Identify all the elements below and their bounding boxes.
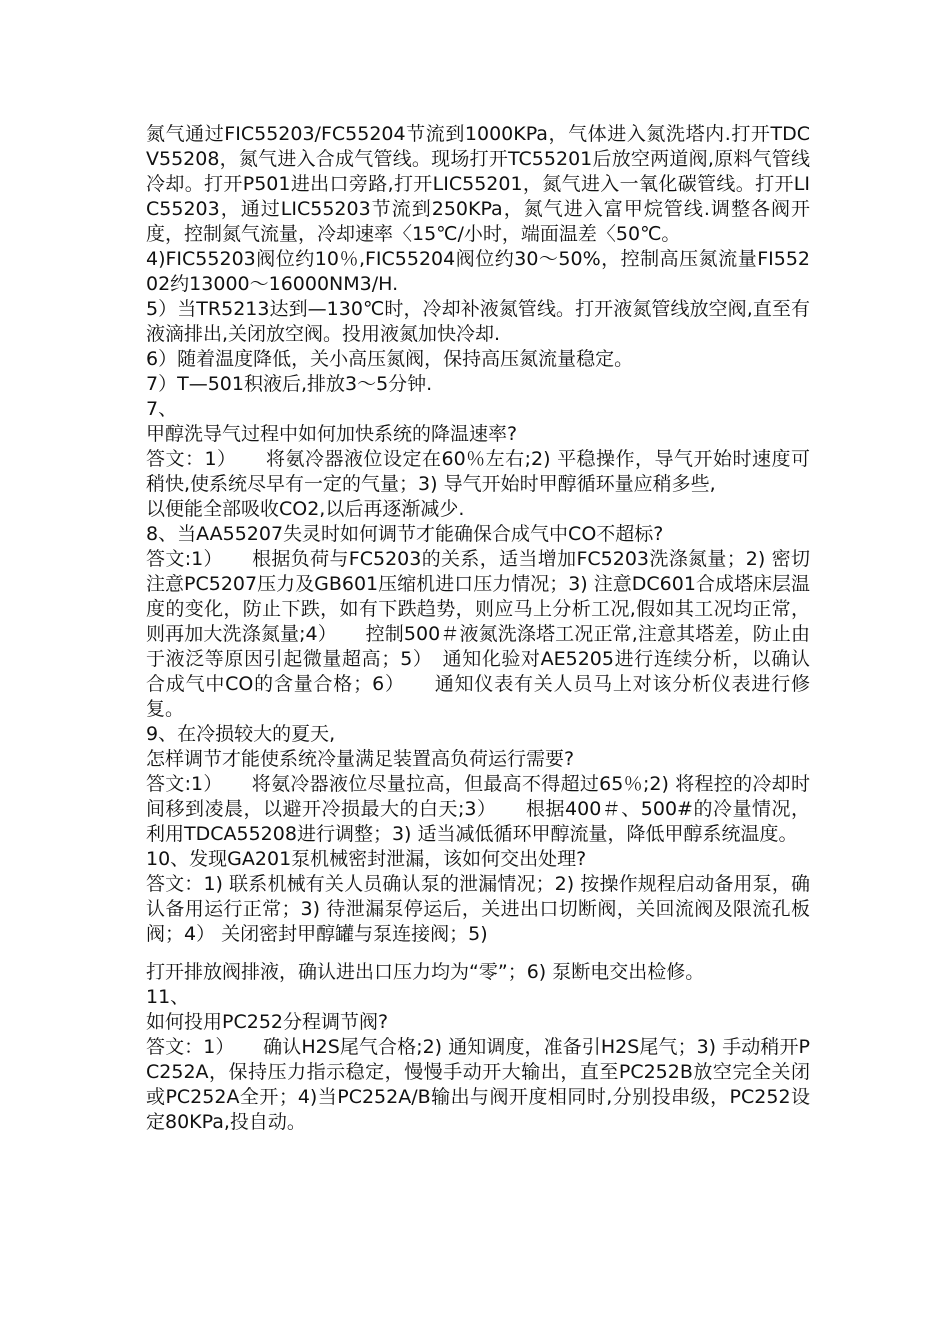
question-9-number: 9、在冷损较大的夏天, bbox=[146, 723, 336, 745]
question-9-text: 怎样调节才能使系统冷量满足装置高负荷运行需要? bbox=[146, 748, 575, 770]
paragraph-step-7: 7）T—501积液后,排放3～5分钟. bbox=[146, 373, 433, 395]
answer-11: 答文：1） 确认H2S尾气合格;2) 通知调度，准备引H2S尾气；3) 手动稍开PC252A，保持压力指示稳定，慢慢手动开大输出，直至PC252B放空完全关闭或PC252A全开；4)当PC252A/B输出与阀开度相同时,分别投串级，PC252设定80KPa,投自动。 bbox=[146, 1036, 810, 1133]
answer-7-continued: 以便能全部吸收CO2,以后再逐渐减少. bbox=[146, 498, 465, 520]
answer-10-continued: 打开排放阀排液，确认进出口压力均为“零”；6) 泵断电交出检修。 bbox=[146, 961, 705, 983]
question-8: 8、当AA55207失灵时如何调节才能确保合成气中CO不超标? bbox=[146, 523, 664, 545]
answer-9: 答文:1） 将氨冷器液位尽量拉高，但最高不得超过65％;2) 将程控的冷却时间移到凌晨，以避开冷损最大的白天;3） 根据400＃、500#的冷量情况，利用TDCA55208进行调整；3) 适当减低循环甲醇流量，降低甲醇系统温度。 bbox=[146, 773, 810, 845]
document-body bbox=[146, 122, 810, 1135]
answer-7: 答文：1） 将氨冷器液位设定在60％左右;2) 平稳操作，导气开始时速度可稍快,使系统尽早有一定的气量；3) 导气开始时甲醇循环量应稍多些, bbox=[146, 448, 810, 495]
question-7-text: 甲醇洗导气过程中如何加快系统的降温速率? bbox=[146, 423, 518, 445]
answer-8: 答文:1） 根据负荷与FC5203的关系，适当增加FC5203洗涤氮量；2) 密切注意PC5207压力及GB601压缩机进口压力情况；3) 注意DC601合成塔床层温度的变化，防止下跌，如有下跌趋势，则应马上分析工况,假如其工况均正常，则再加大洗涤氮量;4） 控制500＃液氮洗涤塔工况正常,注意其塔差，防止由于液泛等原因引起微量超高；5） 通知化验对AE5205进行连续分析，以确认合成气中CO的含量合格；6） 通知仪表有关人员马上对该分析仪表进行修复。 bbox=[146, 548, 810, 720]
answer-10: 答文：1) 联系机械有关人员确认泵的泄漏情况；2) 按操作规程启动备用泵，确认备用运行正常；3) 待泄漏泵停运后，关进出口切断阀，关回流阀及限流孔板阀；4） 关闭密封甲醇罐与泵连接阀；5) bbox=[146, 873, 810, 945]
paragraph-step-5: 5）当TR5213达到—130℃时，冷却补液氮管线。打开液氮管线放空阀,直至有液滴排出,关闭放空阀。投用液氮加快冷却. bbox=[146, 298, 810, 345]
paragraph-nitrogen-cooling: 氮气通过FIC55203/FC55204节流到1000KPa，气体进入氮洗塔内.打开TDCV55208，氮气进入合成气管线。现场打开TC55201后放空两道阀,原料气管线冷却。打开P501进出口旁路,打开LIC55201，氮气进入一氧化碳管线。打开LIC55203，通过LIC55203节流到250KPa，氮气进入富甲烷管线.调整各阀开度，控制氮气流量，冷却速率〈15℃/小时，端面温差〈50℃。 bbox=[146, 123, 810, 245]
question-11-text: 如何投用PC252分程调节阀? bbox=[146, 1011, 389, 1033]
question-11-number: 11、 bbox=[146, 986, 190, 1008]
question-10: 10、发现GA201泵机械密封泄漏，该如何交出处理? bbox=[146, 848, 587, 870]
paragraph-step-6: 6）随着温度降低，关小高压氮阀，保持高压氮流量稳定。 bbox=[146, 348, 634, 370]
paragraph-step-4: 4)FIC55203阀位约10％,FIC55204阀位约30～50%，控制高压氮流量FI55202约13000～16000NM3/H. bbox=[146, 248, 810, 295]
question-7-number: 7、 bbox=[146, 398, 178, 420]
